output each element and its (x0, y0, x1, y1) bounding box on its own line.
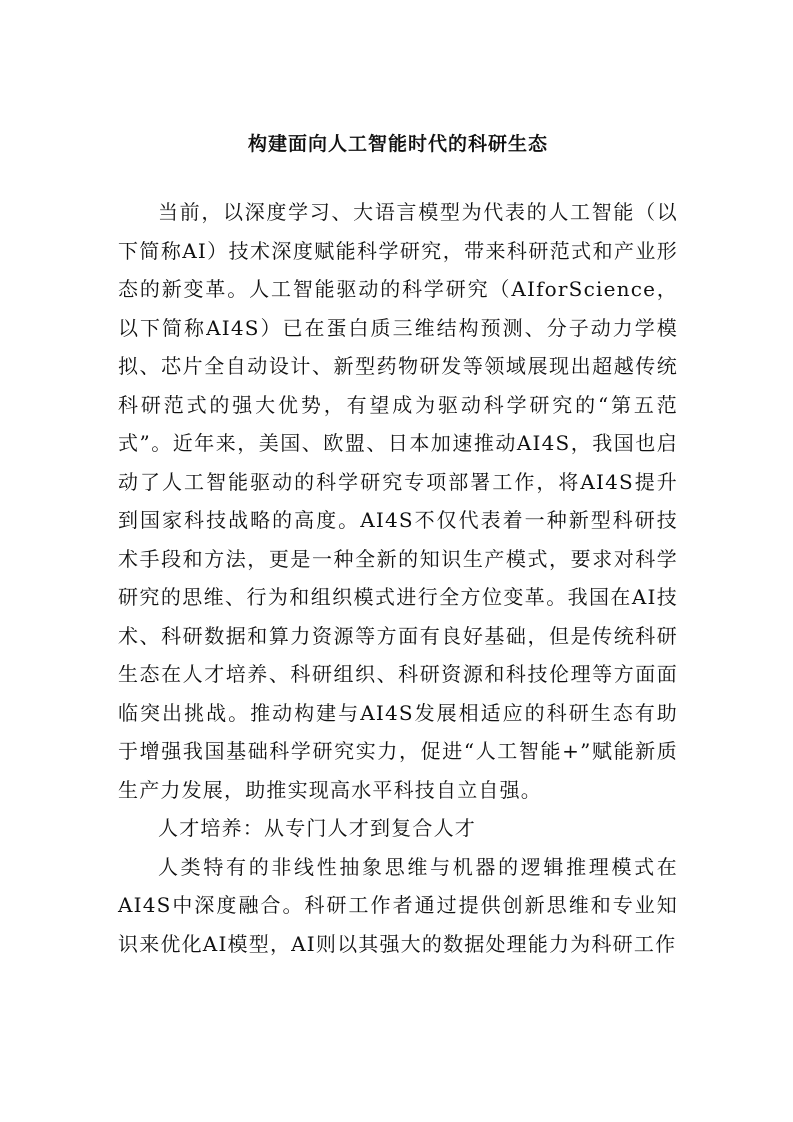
section-paragraph: 人类特有的非线性抽象思维与机器的逻辑推理模式在AI4S中深度融合。科研工作者通过提供创新思维和专业知识来优化AI模型，AI则以其强大的数据处理能力为科研工作 (118, 854, 678, 956)
document-title: 构建面向人工智能时代的科研生态 (247, 133, 548, 155)
intro-paragraph: 当前，以深度学习、大语言模型为代表的人工智能（以下简称AI）技术深度赋能科学研究，带来科研范式和产业形态的新变革。人工智能驱动的科学研究（AIforScience，以下简称AI4S）已在蛋白质三维结构预测、分子动力学模拟、芯片全自动设计、新型药物研发等领域展现出超越传统科研范式的强大优势，有望成为驱动科学研究的“第五范式”。近年来，美国、欧盟、日本加速推动AI4S，我国也启动了人工智能驱动的科学研究专项部署工作，将AI4S提升到国家科技战略的高度。AI4S不仅代表着一种新型科研技术手段和方法，更是一种全新的知识生产模式，要求对科学研究的思维、行为和组织模式进行全方位变革。我国在AI技术、科研数据和算力资源等方面有良好基础，但是传统科研生态在人才培养、科研组织、科研资源和科技伦理等方面面临突出挑战。推动构建与AI4S发展相适应的科研生态有助于增强我国基础科学研究实力，促进“人工智能+”赋能新质生产力发展，助推实现高水平科技自立自强。 (118, 200, 678, 802)
document-page (118, 128, 678, 963)
section-heading: 人才培养：从专门人才到复合人才 (158, 816, 476, 840)
